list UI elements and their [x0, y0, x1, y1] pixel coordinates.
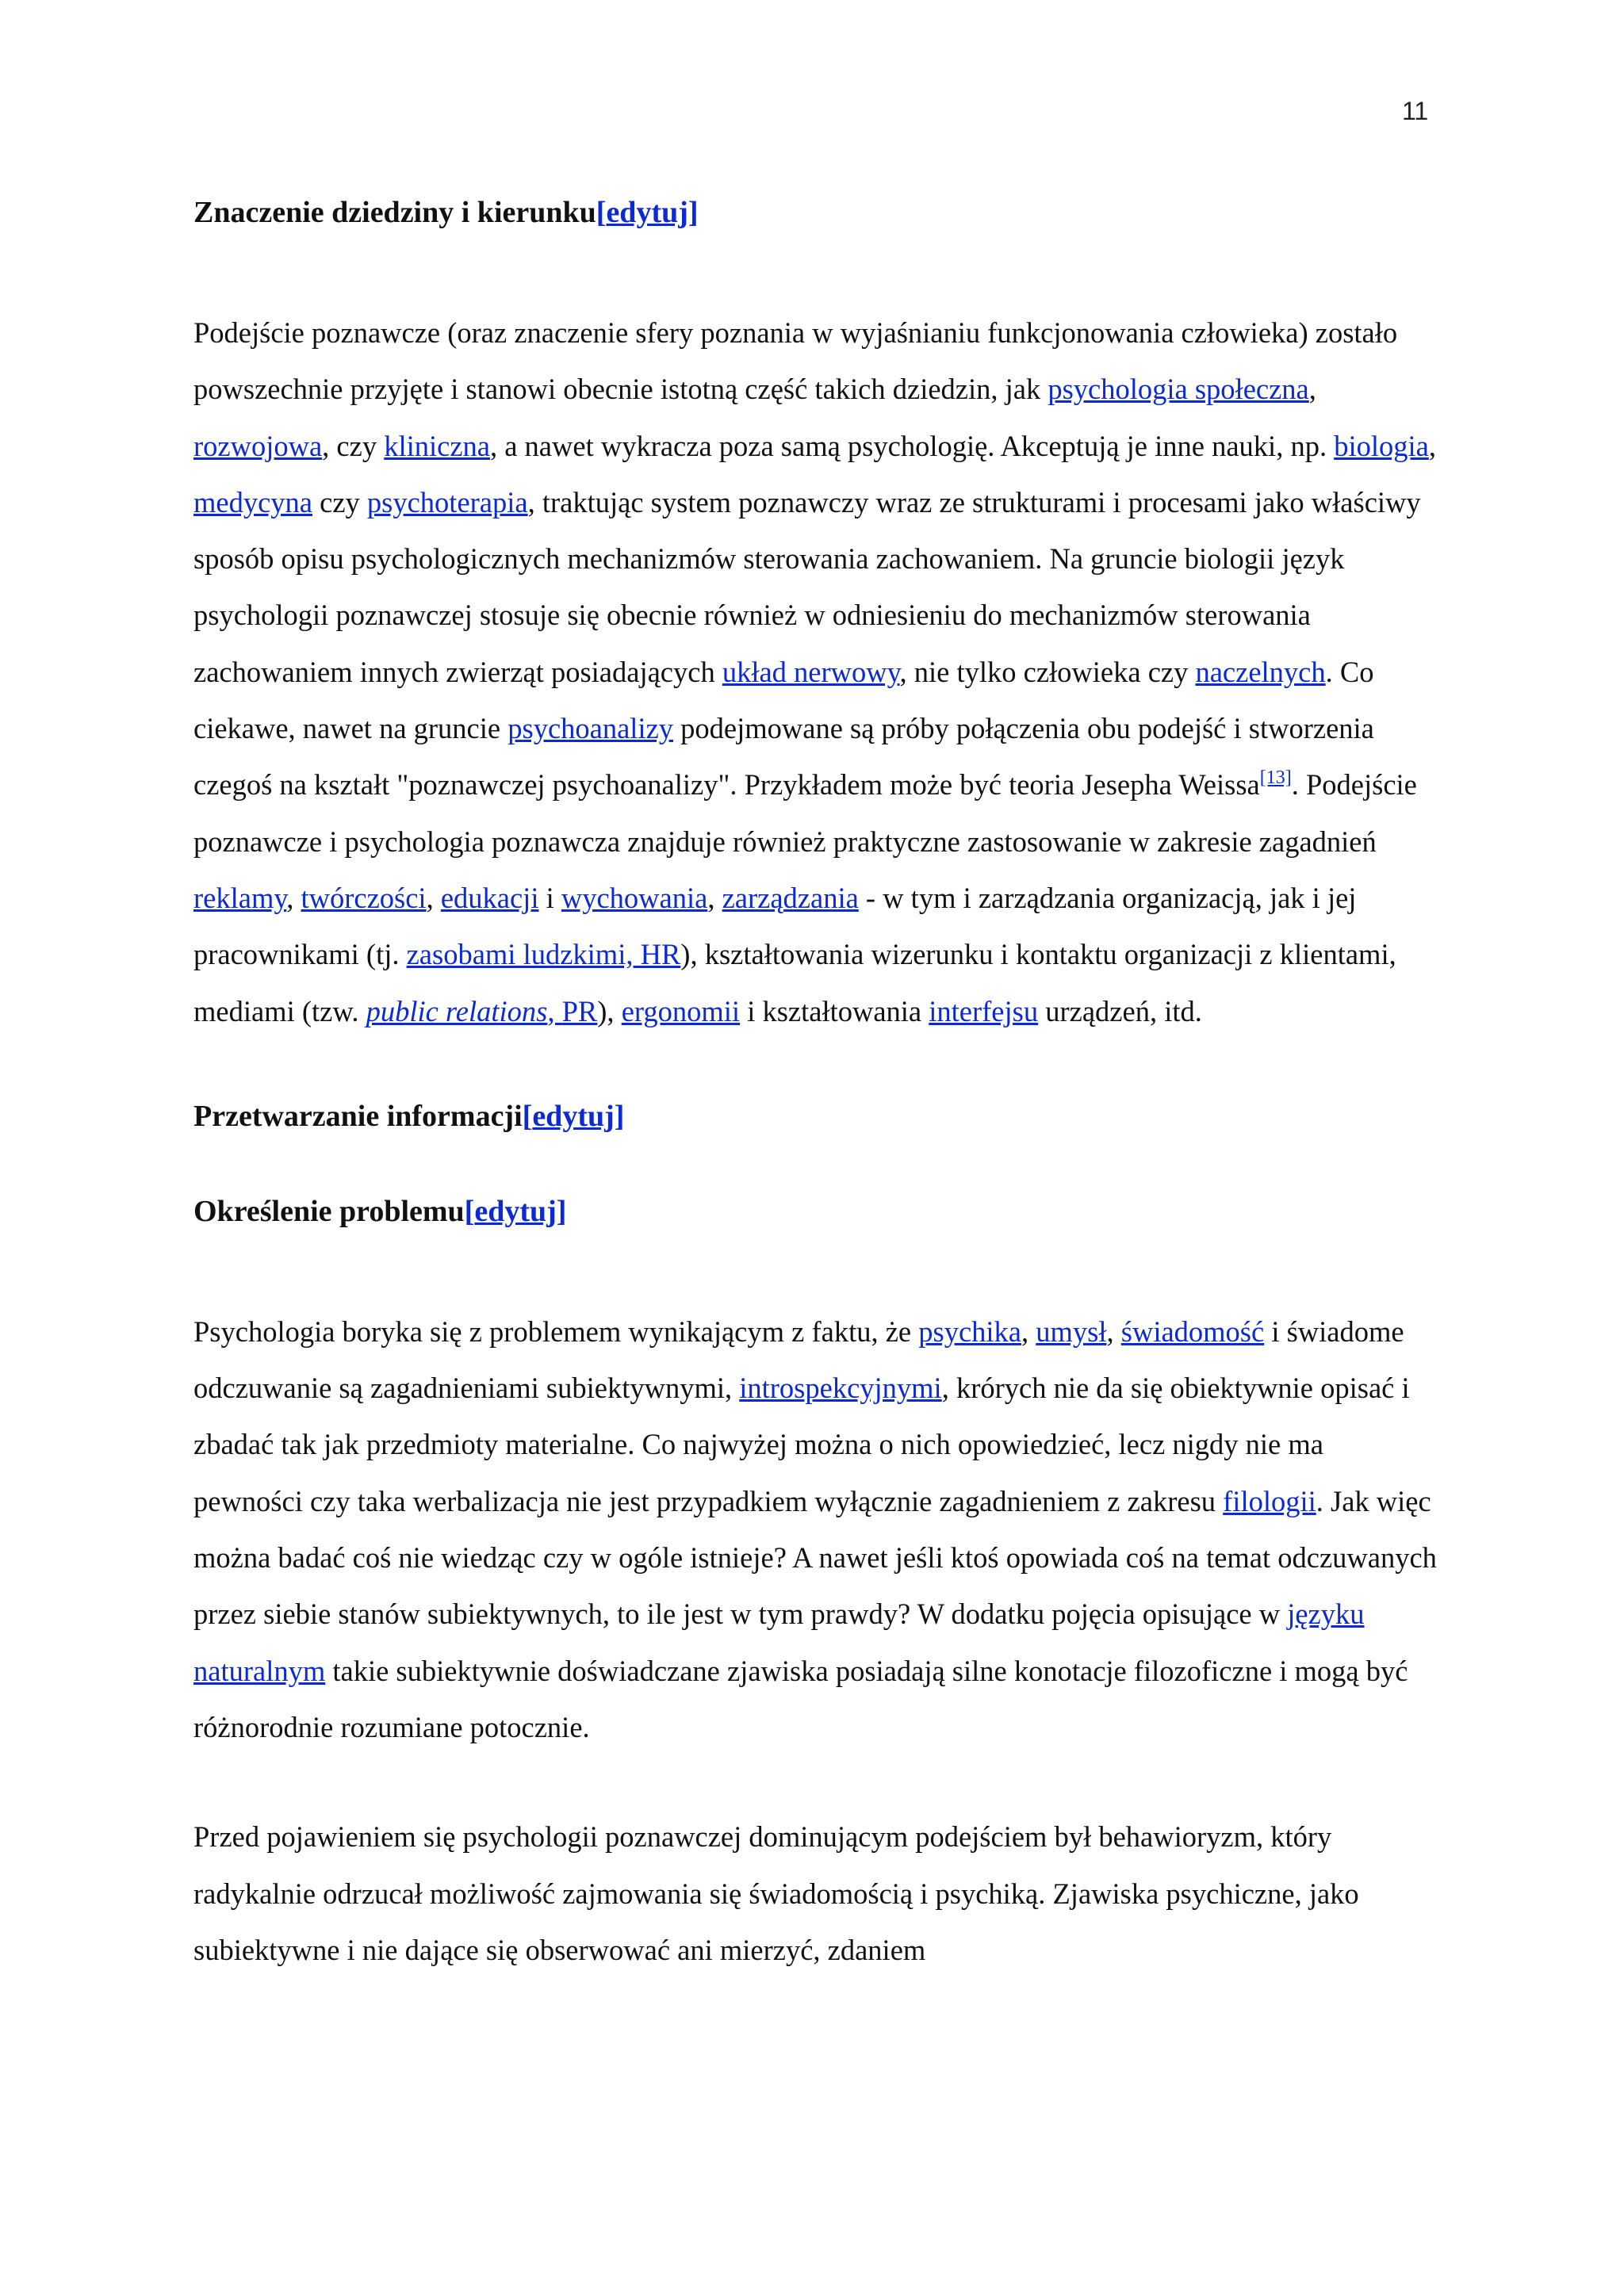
- edit-bracket-close: ]: [688, 196, 699, 229]
- text-run: , traktując system poznawczy wraz ze strukturami i procesami jako właściwy sposób opisu psychologicznych mechanizmów sterowania zachowaniem. Na gruncie biologii język psychologii poznawczej stosuje się obecnie również w odniesieniu do mechanizmów sterowania zachowaniem innych zwierząt posiadających: [193, 485, 1421, 688]
- link-pr[interactable]: PR: [561, 994, 598, 1027]
- edit-bracket-open: [: [464, 1194, 475, 1228]
- link-uklad-nerwowy[interactable]: układ nerwowy: [722, 655, 900, 688]
- edit-bracket-close: ]: [614, 1099, 625, 1133]
- text-run: czy: [312, 485, 367, 519]
- edit-link[interactable]: edytuj: [474, 1194, 557, 1228]
- text-run: , a nawet wykracza poza samą psychologię. Akceptują je inne nauki, np.: [489, 429, 1335, 462]
- link-zasobami-ludzkimi[interactable]: zasobami ludzkimi, HR: [406, 938, 681, 971]
- link-biologia[interactable]: biologia: [1334, 429, 1429, 462]
- text-run: ,: [1428, 429, 1436, 462]
- link-psychologia-spoleczna[interactable]: psychologia społeczna: [1048, 373, 1309, 406]
- text-run: - w tym i zarządzania organizacją, jak i jej pracownikami (tj.: [193, 881, 1357, 971]
- edit-link[interactable]: edytuj: [532, 1099, 615, 1133]
- link-interfejsu[interactable]: interfejsu: [929, 994, 1039, 1027]
- link-tworczosci[interactable]: twórczości: [301, 881, 427, 914]
- text-run: ,: [286, 881, 301, 914]
- text-run: podejmowane są próby połączenia obu podejść i stworzenia czegoś na kształt "poznawczej psychoanalizy". Przykładem może być teoria Jesepha Weissa: [193, 712, 1374, 802]
- link-reklamy[interactable]: reklamy: [193, 881, 287, 914]
- edit-bracket-close: ]: [556, 1194, 567, 1228]
- heading-text: Znaczenie dziedziny i kierunku: [193, 196, 596, 229]
- text-run: , krórych nie da się obiektywnie opisać i zbadać tak jak przedmioty materialne. Co najwyżej można o nich opowiedzieć, lecz nigdy nie ma pewności czy taka werbalizacja nie jest przypadkiem wyłącznie zagadnieniem z zakresu: [193, 1372, 1410, 1517]
- link-filologii[interactable]: filologii: [1223, 1484, 1316, 1517]
- text-run: i świadome odczuwanie są zagadnieniami subiektywnymi,: [193, 1314, 1404, 1405]
- text-run: i: [538, 881, 561, 914]
- link-public-relations-text: public relations: [366, 994, 548, 1027]
- link-naczelnych[interactable]: naczelnych: [1195, 655, 1326, 688]
- section-heading-przetwarzanie: [193, 1093, 1438, 1140]
- link-swiadomosc[interactable]: świadomość: [1120, 1314, 1265, 1348]
- link-psychika[interactable]: psychika: [918, 1314, 1021, 1348]
- text-run: urządzeń, itd.: [1038, 994, 1202, 1027]
- text-run: Psychologia boryka się z problemem wynikającym z faktu, że: [193, 1314, 919, 1348]
- link-comma[interactable]: ,: [547, 994, 562, 1027]
- text-run: ,: [1021, 1314, 1036, 1348]
- text-run: Podejście poznawcze (oraz znaczenie sfery poznania w wyjaśnianiu funkcjonowania człowieka) zostało powszechnie przyjęte i stanowi obecnie istotną część takich dziedzin, jak: [193, 316, 1398, 406]
- link-ergonomii[interactable]: ergonomii: [621, 994, 741, 1027]
- text-run: ), kształtowania wizerunku i kontaktu organizacji z klientami, mediami (tzw.: [193, 938, 1396, 1027]
- link-zarzadzania[interactable]: zarządzania: [722, 881, 859, 914]
- heading-text: Przetwarzanie informacji: [193, 1099, 523, 1133]
- link-edukacji[interactable]: edukacji: [440, 881, 539, 914]
- page-number: 11: [1402, 97, 1429, 125]
- text-run: ,: [707, 881, 722, 914]
- text-run: . Co ciekawe, nawet na gruncie: [193, 655, 1374, 745]
- text-run: takie subiektywnie doświadczane zjawiska posiadają silne konotacje filozoficzne i mogą być różnorodnie rozumiane potocznie.: [193, 1654, 1408, 1743]
- paragraph-okreslenie-1: [193, 1303, 1438, 1755]
- paragraph-okreslenie-2: Przed pojawieniem się psychologii poznawczej dominującym podejściem był behawioryzm, który radykalnie odrzucał możliwość zajmowania się świadomością i psychiką. Zjawiska psychiczne, jako subiektywne i nie dające się obserwować ani mierzyć, zdaniem: [193, 1820, 1359, 1966]
- link-wychowania[interactable]: wychowania: [561, 881, 708, 914]
- section-heading-okreslenie: [193, 1188, 1438, 1235]
- document-body: [193, 189, 1438, 1978]
- link-kliniczna[interactable]: kliniczna: [384, 429, 490, 462]
- text-run: . Podejście poznawcze i psychologia poznawcza znajduje również praktyczne zastosowanie w zakresie zagadnień: [193, 768, 1417, 858]
- text-run: . Jak więc można badać coś nie wiedząc czy w ogóle istnieje? A nawet jeśli ktoś opowiada coś na temat odczuwanych przez siebie stanów subiektywnych, to ile jest w tym prawdy? W dodatku pojęcia opisujące w: [193, 1484, 1437, 1631]
- link-psychoterapia[interactable]: psychoterapia: [366, 485, 528, 519]
- text-run: ,: [1308, 373, 1316, 406]
- link-medycyna[interactable]: medycyna: [193, 485, 312, 519]
- text-run: , czy: [322, 429, 385, 462]
- edit-bracket-open: [: [522, 1099, 533, 1133]
- edit-link[interactable]: edytuj: [606, 196, 688, 229]
- link-introspekcyjnymi[interactable]: introspekcyjnymi: [739, 1372, 942, 1405]
- heading-text: Określenie problemu: [193, 1194, 465, 1228]
- link-public-relations[interactable]: [366, 995, 548, 1027]
- text-run: ,: [426, 881, 441, 914]
- text-run: ),: [597, 994, 622, 1027]
- link-rozwojowa[interactable]: rozwojowa: [193, 429, 323, 462]
- edit-bracket-open: [: [596, 196, 607, 229]
- text-run: i kształtowania: [740, 994, 929, 1027]
- link-umysl[interactable]: umysł: [1036, 1314, 1107, 1348]
- text-run: , nie tylko człowieka czy: [899, 655, 1196, 688]
- section-heading-znaczenie: [193, 189, 1438, 236]
- footnote-ref-13[interactable]: [13]: [1259, 767, 1292, 789]
- paragraph-znaczenie: [193, 304, 1438, 1039]
- text-run: ,: [1106, 1314, 1121, 1348]
- link-jezyku-naturalnym[interactable]: języku naturalnym: [193, 1598, 1365, 1687]
- link-psychoanalizy[interactable]: psychoanalizy: [508, 712, 674, 745]
